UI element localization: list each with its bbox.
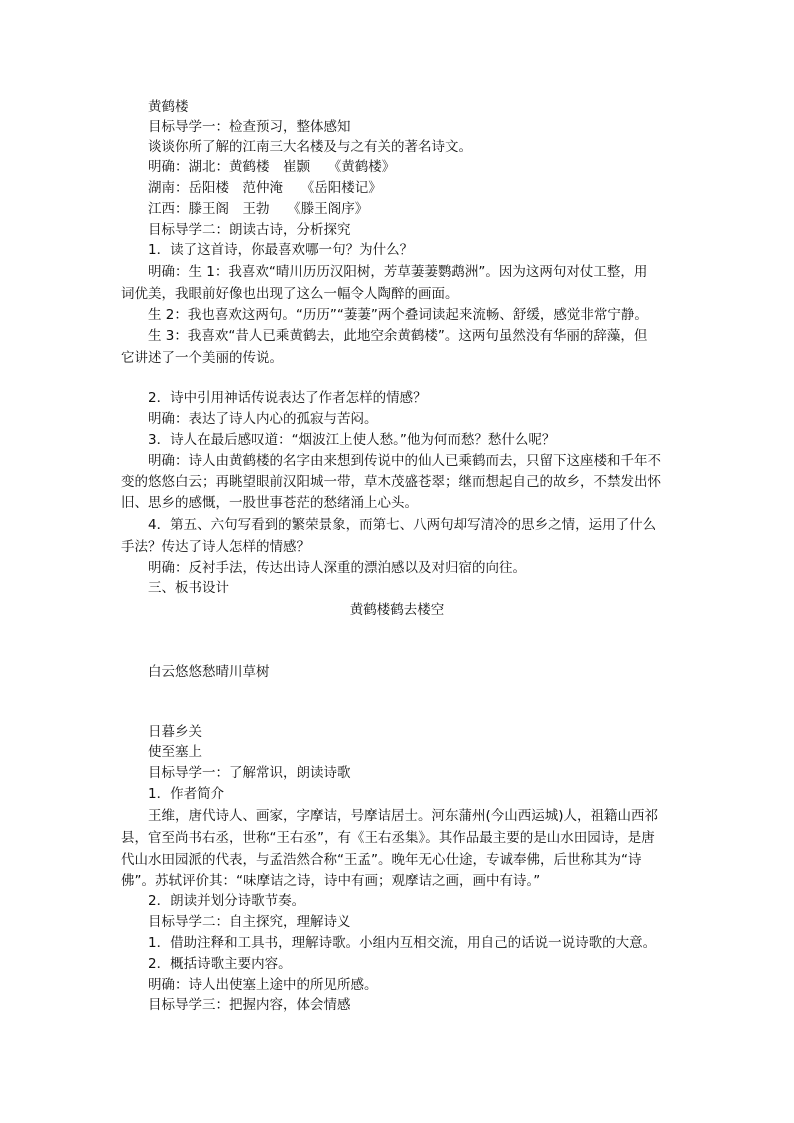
answer-paragraph: 生 3：我喜欢“昔人已乘黄鹤去，此地空余黄鹤楼”。这两句虽然没有华丽的辞藻，但 bbox=[148, 328, 648, 344]
author-bio: 佛”。苏轼评价其：“味摩诘之诗，诗中有画；观摩诘之画，画中有诗。” bbox=[121, 873, 541, 889]
board-design-left: 日暮乡关 bbox=[148, 724, 202, 740]
answer-line: 明确：湖北：黄鹤楼 崔颢 《黄鹤楼》 bbox=[148, 159, 396, 175]
answer-line: 明确：表达了诗人内心的孤寂与苦闷。 bbox=[148, 411, 378, 427]
goal-heading-2: 目标导学二：朗读古诗，分析探究 bbox=[148, 222, 351, 238]
answer-paragraph: 明确：生 1：我喜欢“晴川历历汉阳树，芳草萋萋鹦鹉洲”。因为这两句对仗工整，用 bbox=[148, 264, 648, 280]
lesson-title-shizhisaishang: 使至塞上 bbox=[148, 744, 202, 760]
answer-line: 明确：反衬手法，传达出诗人深重的漂泊感以及对归宿的向往。 bbox=[148, 560, 526, 576]
board-design-center: 黄鹤楼鹤去楼空 bbox=[349, 602, 445, 618]
sub-heading: 2．朗读并划分诗歌节奏。 bbox=[148, 893, 306, 909]
author-bio: 王维，唐代诗人、画家，字摩诘，号摩诘居士。河东蒲州(今山西运城)人，祖籍山西祁 bbox=[148, 808, 659, 824]
question-1: 1．读了这首诗，你最喜欢哪一句？为什么？ bbox=[148, 242, 414, 258]
section-heading: 三、板书设计 bbox=[148, 580, 229, 596]
author-bio: 县，官至尚书右丞，世称“王右丞”，有《王右丞集》。其作品最主要的是山水田园诗，是唐 bbox=[121, 830, 655, 846]
task-line: 2．概括诗歌主要内容。 bbox=[148, 956, 292, 972]
question-2: 2．诗中引用神话传说表达了作者怎样的情感？ bbox=[148, 390, 427, 406]
answer-paragraph: 词优美，我眼前好像也出现了这么一幅令人陶醉的画面。 bbox=[121, 286, 459, 302]
author-bio: 代山水田园派的代表，与孟浩然合称“王孟”。晚年无心仕途，专诚奉佛，后世称其为“诗 bbox=[121, 852, 642, 868]
lesson-title-huanghelou: 黄鹤楼 bbox=[148, 99, 189, 115]
goal-heading-1: 目标导学一：检查预习，整体感知 bbox=[148, 119, 351, 135]
task-line: 1．借助注释和工具书，理解诗歌。小组内互相交流，用自己的话说一说诗歌的大意。 bbox=[148, 935, 657, 951]
goal-heading-1: 目标导学一：了解常识，朗读诗歌 bbox=[148, 765, 351, 781]
question-3: 3．诗人在最后感叹道：“烟波江上使人愁。”他为何而愁？愁什么呢？ bbox=[148, 432, 556, 448]
sub-heading: 1．作者简介 bbox=[148, 786, 225, 802]
answer-line: 江西：滕王阁 王勃 《滕王阁序》 bbox=[148, 201, 369, 217]
question-4: 手法？传达了诗人怎样的情感？ bbox=[121, 539, 310, 555]
goal-heading-2: 目标导学二：自主探究，理解诗义 bbox=[148, 914, 351, 930]
goal-heading-3: 目标导学三：把握内容，体会情感 bbox=[148, 997, 351, 1013]
question-text: 谈谈你所了解的江南三大名楼及与之有关的著名诗文。 bbox=[148, 139, 472, 155]
answer-paragraph: 变的悠悠白云；再眺望眼前汉阳城一带，草木茂盛苍翠；继而想起自己的故乡，不禁发出怀 bbox=[121, 474, 661, 490]
answer-paragraph: 旧、思乡的感慨，一股世事苍茫的愁绪涌上心头。 bbox=[121, 495, 418, 511]
answer-paragraph: 它讲述了一个美丽的传说。 bbox=[121, 350, 283, 366]
answer-paragraph: 生 2：我也喜欢这两句。“历历”“萋萋”两个叠词读起来流畅、舒缓，感觉非常宁静。 bbox=[148, 307, 648, 323]
answer-line: 明确：诗人出使塞上途中的所见所感。 bbox=[148, 977, 378, 993]
question-4: 4．第五、六句写看到的繁荣景象，而第七、八两句却写清冷的思乡之情，运用了什么 bbox=[148, 517, 657, 533]
board-design-left: 白云悠悠愁晴川草树 bbox=[148, 664, 270, 680]
answer-paragraph: 明确：诗人由黄鹤楼的名字由来想到传说中的仙人已乘鹤而去，只留下这座楼和千年不 bbox=[148, 453, 661, 469]
answer-line: 湖南：岳阳楼 范仲淹 《岳阳楼记》 bbox=[148, 180, 382, 196]
